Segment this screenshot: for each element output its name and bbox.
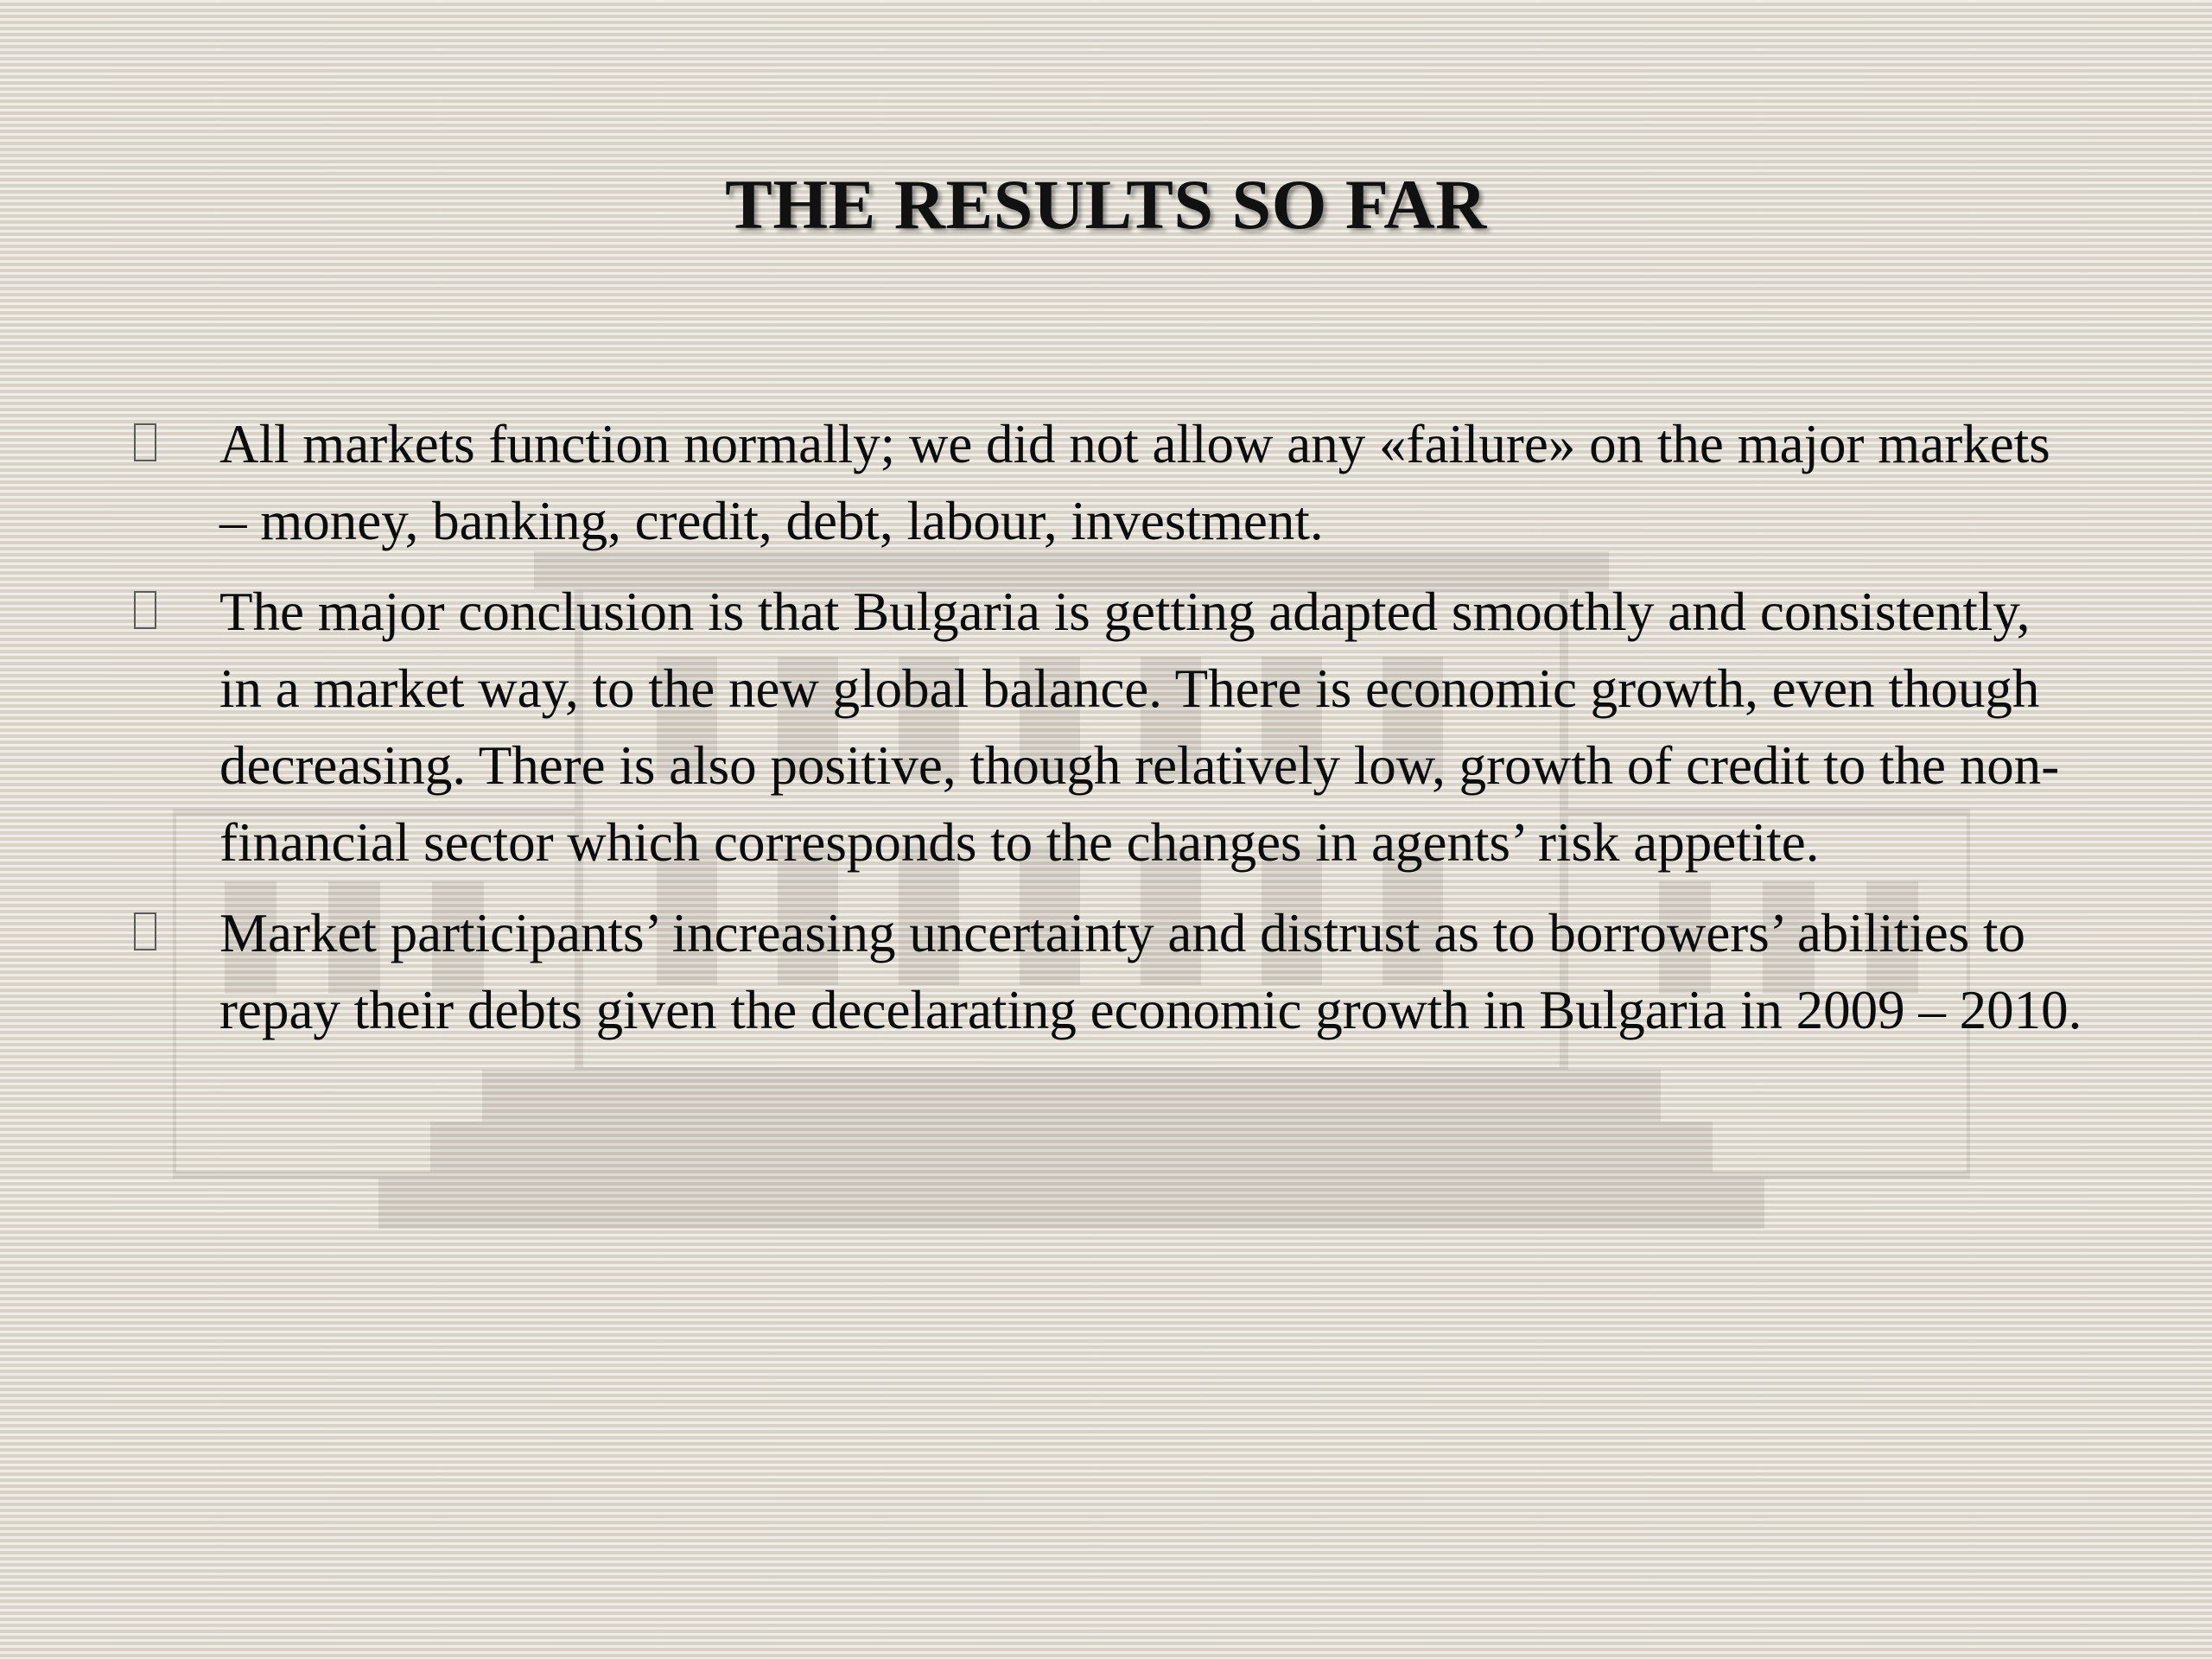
bullet-text: All markets function normally; we did not allow any «failure» on the major markets – money, banking, credit, debt, labour, investment.: [219, 414, 2050, 551]
bullet-item-uncertainty: [130, 895, 2082, 1049]
slide-title: THE RESULTS SO FAR: [725, 165, 1487, 244]
bullet-list: [130, 406, 2082, 1063]
empty-square-bullet-icon: [134, 591, 156, 629]
bullet-item-markets: [130, 406, 2082, 560]
empty-square-bullet-icon: [134, 423, 156, 461]
bullet-text: Market participants’ increasing uncertainty and distrust as to borrowers’ abilities to repay their debts given the decelarating economic growth in Bulgaria in 2009 – 2010.: [219, 903, 2082, 1040]
bullet-text: The major conclusion is that Bulgaria is getting adapted smoothly and consistently, in a market way, to the new global balance. There is economic growth, even though decreasing. There is also positive, though relatively low, growth of credit to the non-financial sector which corresponds to the changes in agents’ risk appetite.: [219, 582, 2060, 873]
bullet-item-conclusion: [130, 574, 2082, 881]
empty-square-bullet-icon: [134, 912, 156, 950]
